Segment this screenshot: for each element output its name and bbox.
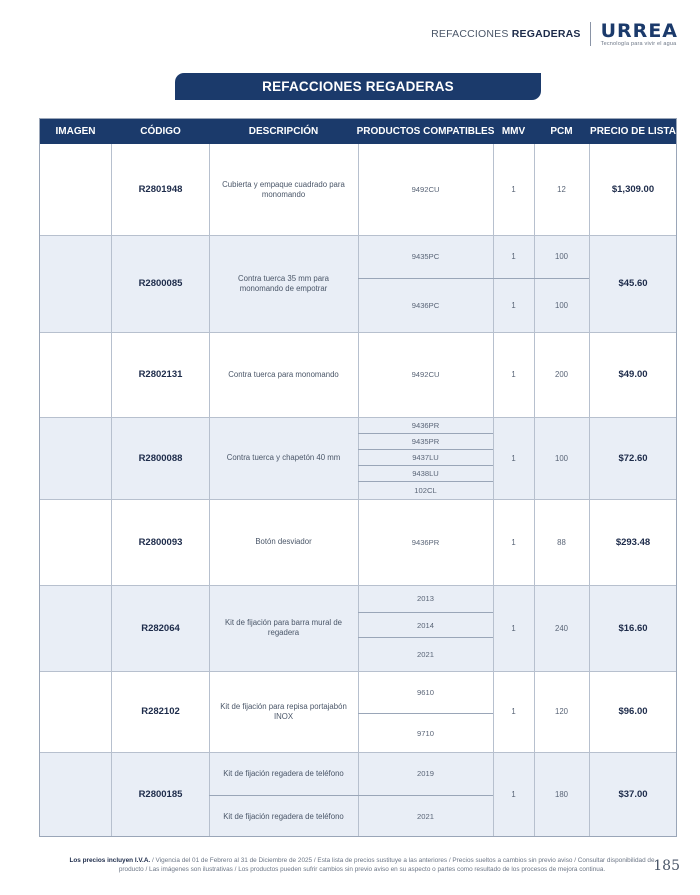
product-description: Contra tuerca 35 mm para monomando de empotrar	[237, 273, 329, 293]
compatible-product: 2021	[417, 812, 434, 821]
page-title: REFACCIONES REGADERAS	[262, 79, 454, 94]
product-code: R2802131	[138, 369, 183, 380]
pcm-value: 12	[557, 185, 566, 194]
column-header-descripcion: DESCRIPCIÓN	[248, 125, 319, 137]
compatible-product: 9435PR	[411, 436, 440, 446]
compatible-product: 9610	[417, 687, 434, 697]
list-price: $1,309.00	[611, 184, 655, 195]
product-description: Kit de fijación para repisa portajabón INOX	[220, 701, 347, 721]
compatible-product: 9492CU	[411, 185, 440, 194]
footer-bold: Los precios incluyen I.V.A.	[69, 857, 151, 864]
pcm-value: 120	[554, 707, 568, 716]
pcm-value: 88	[557, 537, 566, 547]
list-price: $16.60	[618, 622, 648, 634]
product-code: R282064	[141, 622, 180, 634]
product-description: Kit de fijación para barra mural de regadera	[224, 618, 342, 637]
pcm-value: 100	[554, 301, 568, 310]
product-code: R282102	[141, 706, 180, 717]
mmv-value: 1	[511, 623, 516, 633]
product-description: Kit de fijación regadera de teléfono	[223, 768, 344, 778]
compatible-product: 9492CU	[411, 370, 440, 379]
list-price: $96.00	[618, 706, 648, 717]
page-number: 185	[653, 858, 680, 874]
mmv-value: 1	[511, 301, 516, 310]
column-header-precio: PRECIO DE LISTA	[590, 125, 676, 137]
product-code: R2800088	[138, 452, 183, 464]
pcm-value: 180	[554, 790, 568, 799]
list-price: $49.00	[618, 369, 648, 380]
footer-disclaimer	[62, 856, 662, 874]
product-code: R2801948	[138, 184, 183, 195]
list-price: $45.60	[618, 278, 648, 289]
mmv-value: 1	[511, 252, 516, 261]
compatible-product: 9436PR	[411, 537, 440, 547]
header-divider	[590, 22, 591, 46]
mmv-value: 1	[511, 537, 516, 547]
page-header	[431, 18, 678, 50]
compatible-product: 102CL	[414, 485, 437, 495]
section-label-bold: REGADERAS	[511, 28, 581, 40]
compatible-product: 9436PC	[411, 301, 440, 310]
mmv-value: 1	[511, 453, 516, 463]
compatible-product: 2019	[417, 769, 434, 778]
compatible-product: 9438LU	[412, 468, 439, 478]
product-code: R2800093	[138, 536, 183, 548]
product-code: R2800085	[138, 278, 183, 289]
pcm-value: 240	[554, 623, 568, 633]
compatible-product: 2014	[417, 620, 434, 630]
pcm-value: 100	[554, 453, 568, 463]
list-price: $37.00	[618, 789, 648, 800]
mmv-value: 1	[511, 185, 516, 194]
column-header-pcm: PCM	[550, 125, 573, 137]
footer-text: / Vigencia del 01 de Febrero al 31 de Diciembre de 2025 / Esta lista de precios sustituye a las anteriores / Precios sueltos a cambios sin previo aviso / Consultar disponibilidad de producto / Las imágenes son ilustrativas / Los productos pueden sufrir cambios sin previo aviso en su aspecto o partes como resultado de los procesos de mejora continua.	[118, 857, 655, 873]
column-header-imagen: IMAGEN	[55, 125, 96, 137]
product-description: Contra tuerca para monomando	[228, 369, 339, 379]
compatible-product: 9437LU	[412, 452, 439, 462]
title-bar	[175, 73, 541, 100]
compatible-product: 9436PR	[411, 420, 440, 430]
product-code: R2800185	[138, 789, 183, 800]
section-label	[431, 28, 581, 40]
product-description: Botón desviador	[255, 537, 312, 546]
brand-logo	[600, 19, 678, 47]
mmv-value: 1	[511, 707, 516, 716]
column-header-codigo: CÓDIGO	[140, 125, 181, 137]
list-price: $72.60	[618, 452, 648, 464]
product-description: Contra tuerca y chapetón 40 mm	[226, 453, 341, 462]
mmv-value: 1	[511, 370, 516, 379]
section-label-light: REFACCIONES	[431, 28, 509, 40]
table-header	[39, 118, 677, 144]
column-header-mmv: MMV	[501, 125, 526, 137]
brand-name: URREA	[600, 19, 678, 42]
compatible-product: 9435PC	[411, 252, 440, 261]
product-description: Cubierta y empaque cuadrado para monomando	[222, 179, 345, 199]
pcm-value: 100	[554, 252, 568, 261]
pcm-value: 200	[554, 370, 568, 379]
price-table	[39, 118, 677, 837]
list-price: $293.48	[615, 536, 651, 548]
compatible-product: 2021	[417, 650, 434, 659]
column-header-compatibles: PRODUCTOS COMPATIBLES	[356, 125, 495, 137]
mmv-value: 1	[511, 790, 516, 799]
compatible-product: 2013	[417, 594, 434, 603]
brand-tagline: Tecnología para vivir el agua	[600, 40, 677, 47]
compatible-product: 9710	[417, 728, 434, 738]
product-description: Kit de fijación regadera de teléfono	[223, 811, 344, 821]
